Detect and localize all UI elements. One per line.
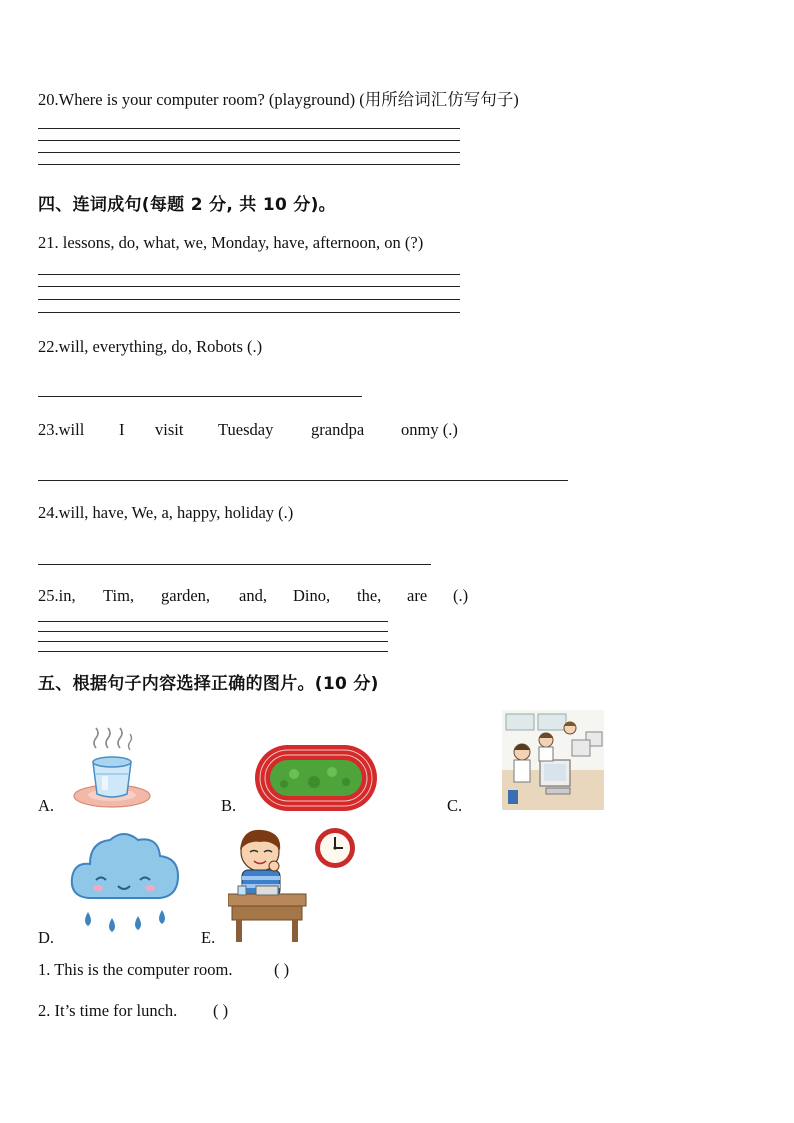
answer-line[interactable] (38, 286, 460, 287)
option-c-label: C. (447, 796, 463, 815)
question-25-number: 25.in, (38, 586, 76, 605)
answer-line[interactable] (38, 312, 460, 313)
answer-line[interactable] (38, 621, 388, 622)
option-a-label: A. (38, 796, 55, 815)
question-25-word: and, (239, 586, 267, 605)
question-23-word: Tuesday (218, 420, 274, 439)
answer-line[interactable] (38, 641, 388, 642)
question-21: 21. lessons, do, what, we, Monday, have, afternoon, on (?) (38, 233, 424, 252)
option-d-label: D. (38, 928, 55, 947)
boy-eating-lunch-icon (228, 828, 312, 944)
question-23-number: 23.will (38, 420, 85, 439)
question-1: 1. This is the computer room. (38, 960, 233, 979)
question-25-word: the, (357, 586, 382, 605)
answer-line[interactable] (38, 140, 460, 141)
computer-room-icon (502, 710, 604, 810)
question-23-word: visit (155, 420, 184, 439)
answer-line[interactable] (38, 396, 362, 397)
question-23-word: onmy (.) (401, 420, 458, 439)
option-e-label: E. (201, 928, 216, 947)
answer-line[interactable] (38, 274, 460, 275)
answer-line[interactable] (38, 631, 388, 632)
section-5-title: 五、根据句子内容选择正确的图片。(10 分) (38, 674, 379, 694)
answer-line[interactable] (38, 164, 460, 165)
question-22: 22.will, everything, do, Robots (.) (38, 337, 263, 356)
answer-line[interactable] (38, 564, 431, 565)
running-track-icon (254, 744, 378, 812)
question-25-word: Dino, (293, 586, 331, 605)
answer-line[interactable] (38, 651, 388, 652)
rain-cloud-icon (68, 826, 182, 944)
question-25-word: Tim, (103, 586, 135, 605)
question-2: 2. It’s time for lunch. (38, 1001, 178, 1020)
glass-of-water-icon (72, 726, 152, 810)
section-4-title: 四、连词成句(每题 2 分, 共 10 分)。 (38, 195, 336, 215)
answer-line[interactable] (38, 480, 568, 481)
answer-line[interactable] (38, 128, 460, 129)
option-b-label: B. (221, 796, 237, 815)
question-24: 24.will, have, We, a, happy, holiday (.) (38, 503, 294, 522)
question-23-word: I (119, 420, 125, 439)
answer-line[interactable] (38, 299, 460, 300)
question-25-word: garden, (161, 586, 211, 605)
question-20: 20.Where is your computer room? (playground) (用所给词汇仿写句子) (38, 90, 519, 109)
wall-clock-icon (314, 826, 356, 870)
answer-bracket-1[interactable]: ( ) (274, 960, 290, 979)
answer-line[interactable] (38, 152, 460, 153)
answer-bracket-2[interactable]: ( ) (213, 1001, 229, 1020)
question-23-word: grandpa (311, 420, 365, 439)
question-25-word: are (407, 586, 428, 605)
question-25-word: (.) (453, 586, 469, 605)
